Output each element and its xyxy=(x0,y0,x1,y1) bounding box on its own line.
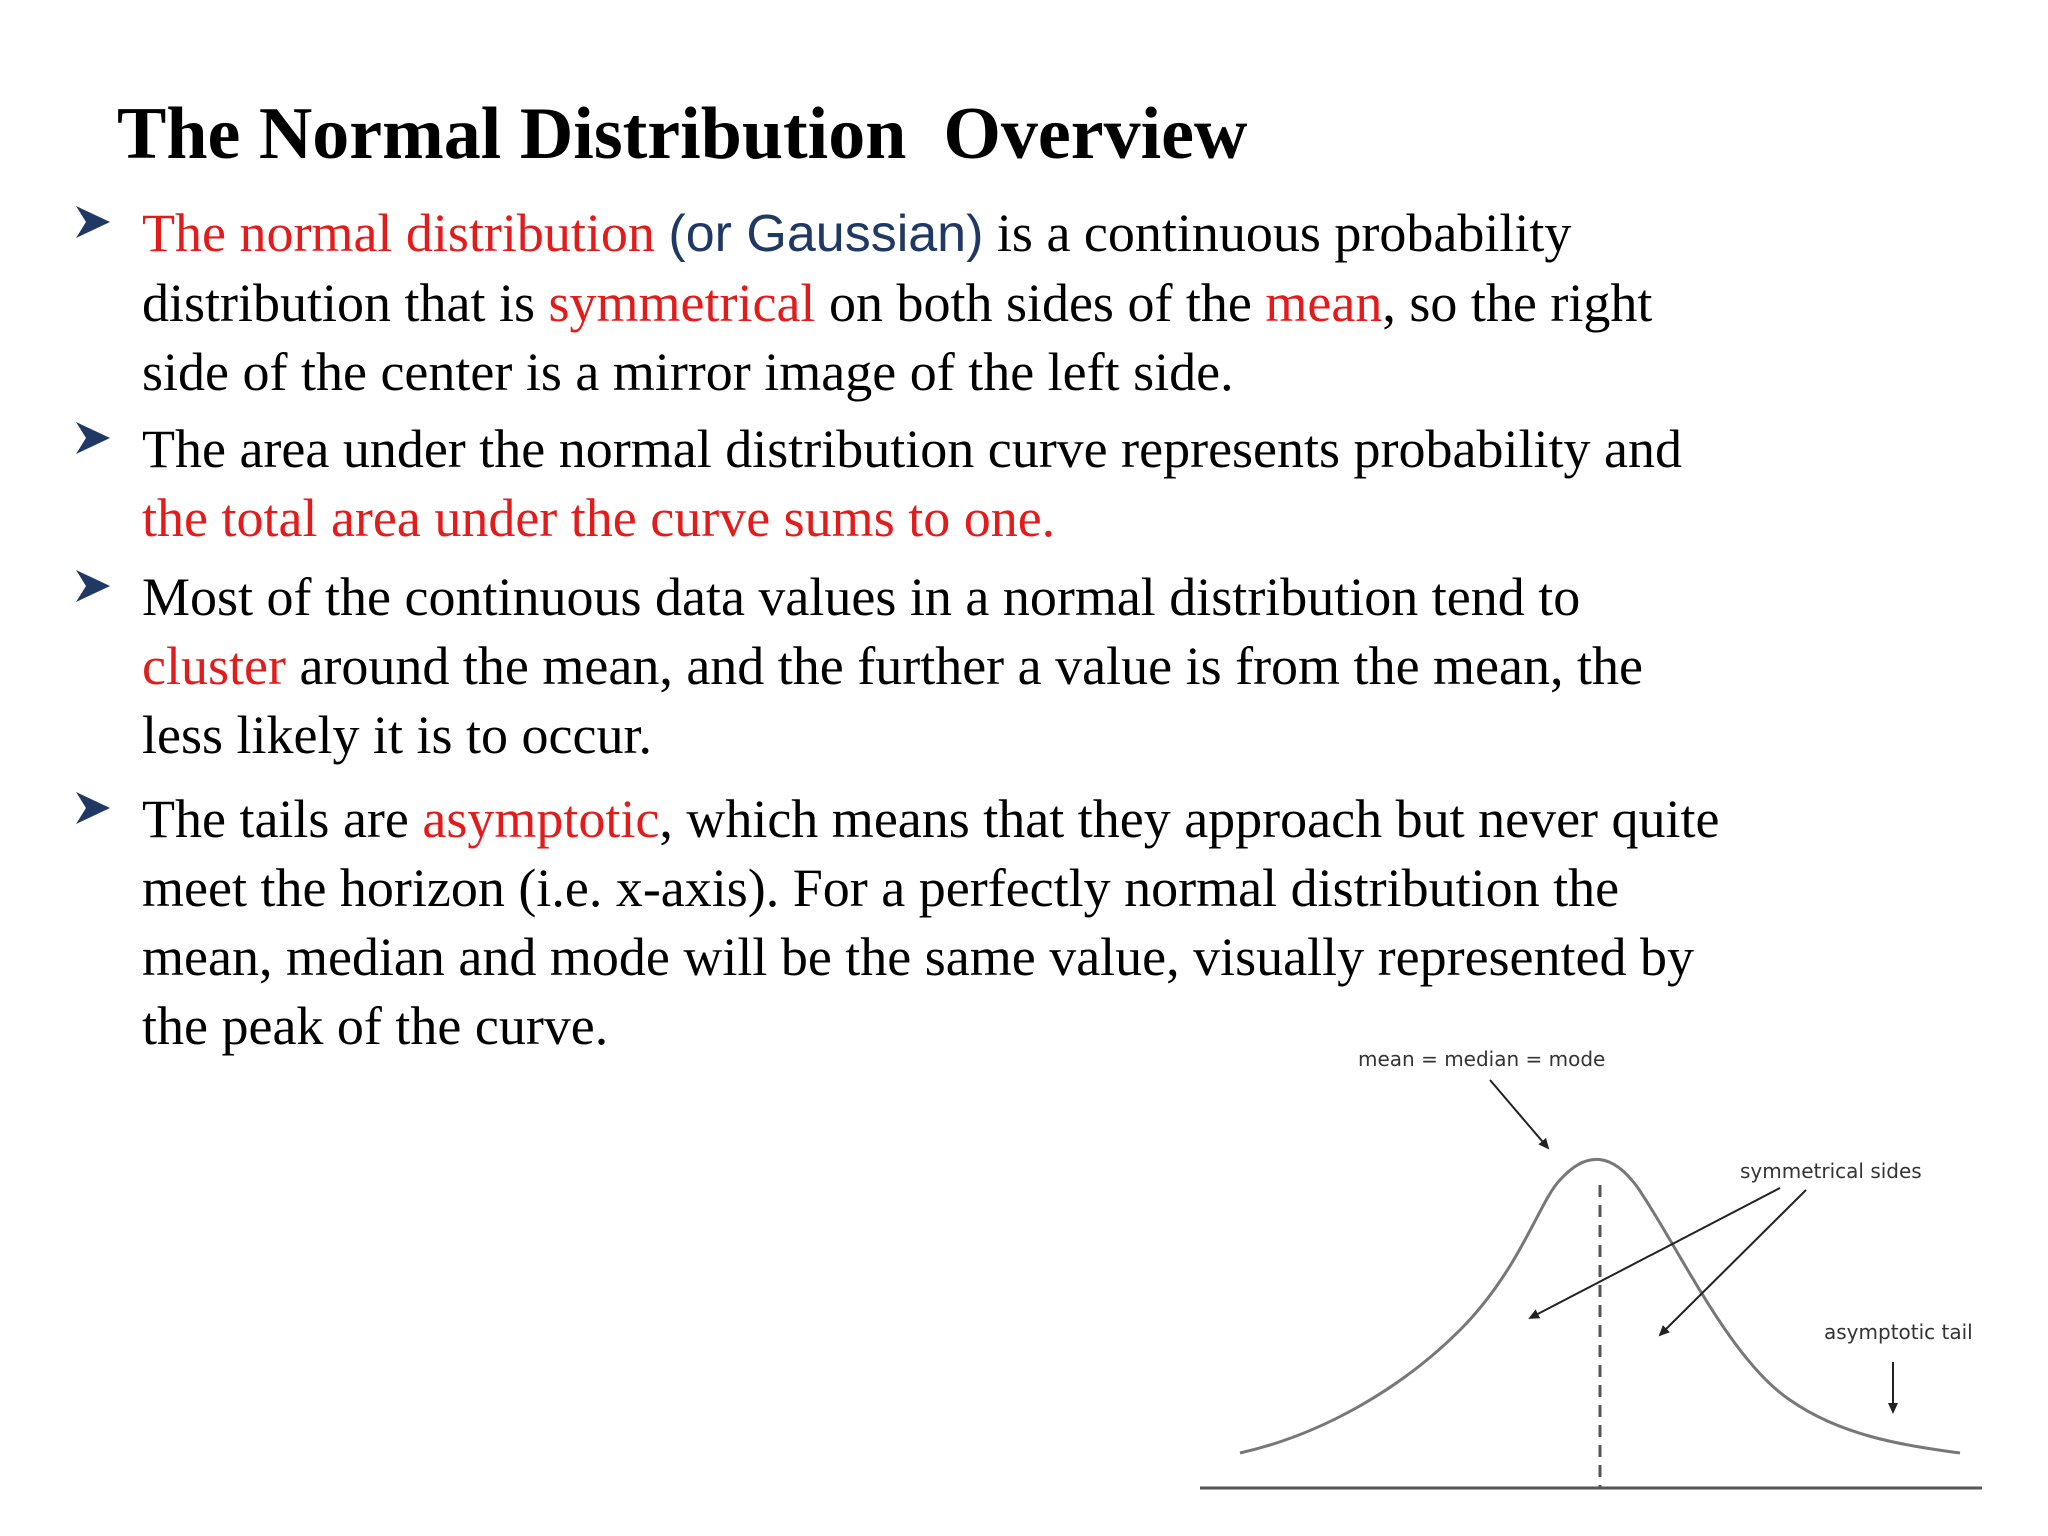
slide-title: The Normal Distribution Overview xyxy=(117,93,1248,175)
bullet-segment: mean xyxy=(1265,273,1383,333)
bullet-segment: on both sides of the xyxy=(815,273,1266,333)
arrowhead-bullet-icon xyxy=(74,566,114,606)
bullet-text xyxy=(142,563,1722,770)
normal-curve-diagram xyxy=(1200,1030,2020,1510)
bullet-segment: (or Gaussian) xyxy=(668,205,984,263)
bullet-segment: Most of the continuous data values in a normal distribution tend to xyxy=(142,567,1581,627)
bullet-segment: symmetrical xyxy=(548,273,816,333)
bullet-segment: asymptotic xyxy=(422,789,660,849)
label-mean-median-mode: mean = median = mode xyxy=(1358,1047,1606,1071)
bullet-segment: The area under the normal distribution curve represents probability and xyxy=(142,419,1682,479)
bullet-text xyxy=(142,415,1722,553)
bullet-text xyxy=(142,199,1722,407)
arrowhead-bullet-icon xyxy=(74,202,114,242)
label-asymptotic-tail: asymptotic tail xyxy=(1824,1320,1973,1344)
arrowhead-bullet-icon xyxy=(74,418,114,458)
bullet-segment: The tails are xyxy=(142,789,423,849)
bullet-text xyxy=(142,785,1722,1061)
bullet-segment: The normal distribution xyxy=(142,203,655,263)
bullet-segment: cluster xyxy=(142,636,286,696)
label-symmetrical-sides: symmetrical sides xyxy=(1740,1159,1922,1183)
bullet-segment: , so the right side of the center is a mirror image of the left side. xyxy=(142,273,1653,402)
bullet-segment xyxy=(655,203,669,263)
bullet-segment: the total area under the curve sums to one. xyxy=(142,488,1056,548)
bullet-segment: , which means that they approach but never quite meet the horizon (i.e. x-axis). For a perfectly normal distribution the mean, median and mode will be the same value, visually represented by the peak of the curve. xyxy=(142,789,1720,1056)
bullet-segment: around the mean, and the further a value is from the mean, the less likely it is to occur. xyxy=(142,636,1643,765)
arrowhead-bullet-icon xyxy=(74,788,114,828)
arrow-to-peak xyxy=(1490,1080,1548,1148)
bullet-segment: is a continuous probability distribution that is xyxy=(142,203,1572,333)
